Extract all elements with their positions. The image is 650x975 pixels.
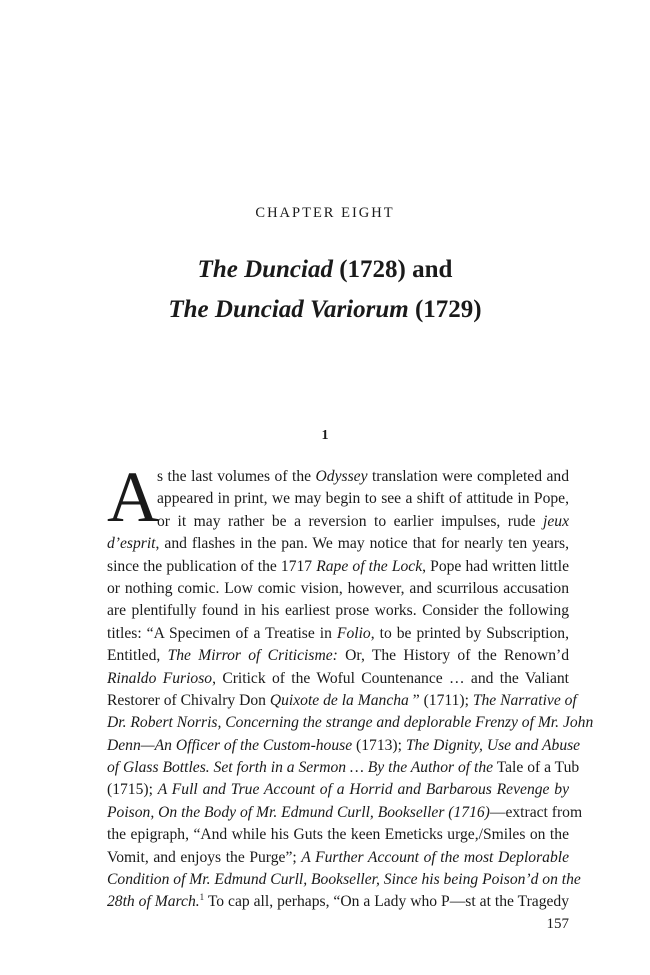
- section-number: 1: [321, 428, 329, 443]
- italic-run: d’esprit: [107, 535, 156, 553]
- text-line: [107, 779, 569, 801]
- text-line: [107, 891, 569, 913]
- text-run: (1713);: [352, 736, 406, 754]
- italic-run: Dr. Robert Norris, Concerning the strange and deplorable Frenzy of Mr. John: [107, 714, 594, 732]
- text-run: —extract from: [489, 803, 583, 821]
- body-text: [107, 457, 594, 914]
- italic-run: Rape of the Lock: [316, 557, 423, 575]
- text-run: Restorer of Chivalry Don: [107, 691, 270, 709]
- text-run: or nothing comic. Low comic vision, however, and scurrilous accusation: [107, 579, 569, 597]
- title-rest-2: (1729): [408, 296, 482, 323]
- text-run: , Critick of the Woful Countenance … and the Valiant: [212, 669, 569, 687]
- text-line: [107, 466, 569, 488]
- title-italic-1: The Dunciad: [197, 256, 333, 283]
- drop-cap: A: [107, 457, 159, 537]
- italic-run: Condition of Mr. Edmund Curll, Bookseller, Since his being Poison’d on the: [107, 871, 581, 889]
- text-line: [107, 735, 581, 757]
- italic-run: Quixote de la Mancha: [269, 691, 409, 709]
- text-run: translation were completed and: [367, 468, 569, 485]
- text-run: appeared in print, we may begin to see a shift of attitude in Pope,: [157, 490, 569, 508]
- page-number: 157: [546, 916, 569, 932]
- text-run: ” (1711);: [408, 691, 473, 709]
- footnote-ref: 1: [199, 892, 205, 903]
- italic-run: Denn—An Officer of the Custom-house: [107, 736, 353, 754]
- text-line: [107, 668, 569, 690]
- text-line: [107, 712, 594, 734]
- italic-run: of Glass Bottles. Set forth in a Sermon … By the Author of the: [107, 759, 494, 777]
- text-line: [107, 578, 569, 600]
- text-line: [107, 757, 580, 779]
- chapter-title-line-2: [0, 290, 650, 330]
- text-run: , and flashes in the pan. We may notice that for nearly ten years,: [155, 535, 569, 553]
- text-run: To cap all, perhaps, “On a Lady who P—st at the Tragedy: [204, 893, 570, 911]
- text-run: are plentifully found in his earliest prose works. Consider the following: [107, 602, 569, 620]
- italic-run: The Narrative of: [472, 691, 577, 709]
- italic-run: Poison, On the Body of Mr. Edmund Curll, Bookseller (1716): [107, 803, 490, 821]
- text-run: Tale of a Tub: [493, 759, 580, 777]
- text-line: [107, 623, 569, 645]
- italic-run: Rinaldo Furioso: [107, 669, 213, 687]
- text-run: Or, The History of the Renown’d: [337, 647, 569, 665]
- italic-run: Odyssey: [315, 468, 368, 485]
- text-run: s the last volumes of the: [157, 468, 316, 485]
- text-line: [107, 869, 581, 891]
- text-line: [107, 690, 577, 712]
- text-run: , to be printed by Subscription,: [370, 624, 569, 642]
- title-italic-2: The Dunciad Variorum: [168, 296, 409, 323]
- text-line: [107, 533, 569, 555]
- text-line: [107, 824, 569, 846]
- title-rest-1: (1728) and: [332, 256, 453, 283]
- italic-run: 28th of March.: [107, 893, 200, 911]
- text-run: , Pope had written little: [422, 557, 569, 575]
- text-run: titles: “A Specimen of a Treatise in: [107, 624, 337, 642]
- text-line: [107, 802, 583, 824]
- text-run: Vomit, and enjoys the Purge”;: [107, 848, 302, 866]
- italic-run: The Dignity, Use and Abuse: [405, 736, 581, 754]
- italic-run: A Further Account of the most Deplorable: [301, 848, 569, 866]
- text-line: [107, 511, 569, 533]
- text-line: [107, 645, 569, 667]
- text-line: [107, 847, 569, 869]
- italic-run: Folio: [336, 624, 371, 642]
- text-line: [107, 556, 569, 578]
- italic-run: The Mirror of Criticisme:: [167, 647, 338, 665]
- chapter-label: CHAPTER EIGHT: [255, 205, 395, 221]
- chapter-title-line-1: [0, 250, 650, 290]
- chapter-title: [0, 250, 650, 330]
- text-run: the epigraph, “And while his Guts the keen Emeticks urge,/Smiles on the: [107, 826, 569, 844]
- italic-run: jeux: [543, 512, 569, 530]
- italic-run: A Full and True Account of a Horrid and Barbarous Revenge by: [157, 781, 569, 799]
- text-line: [107, 488, 569, 510]
- text-run: or it may rather be a reversion to earlier impulses, rude: [157, 512, 544, 530]
- text-run: (1715);: [107, 781, 158, 799]
- text-run: since the publication of the 1717: [107, 557, 317, 575]
- text-run: Entitled,: [107, 647, 168, 665]
- text-line: [107, 600, 569, 622]
